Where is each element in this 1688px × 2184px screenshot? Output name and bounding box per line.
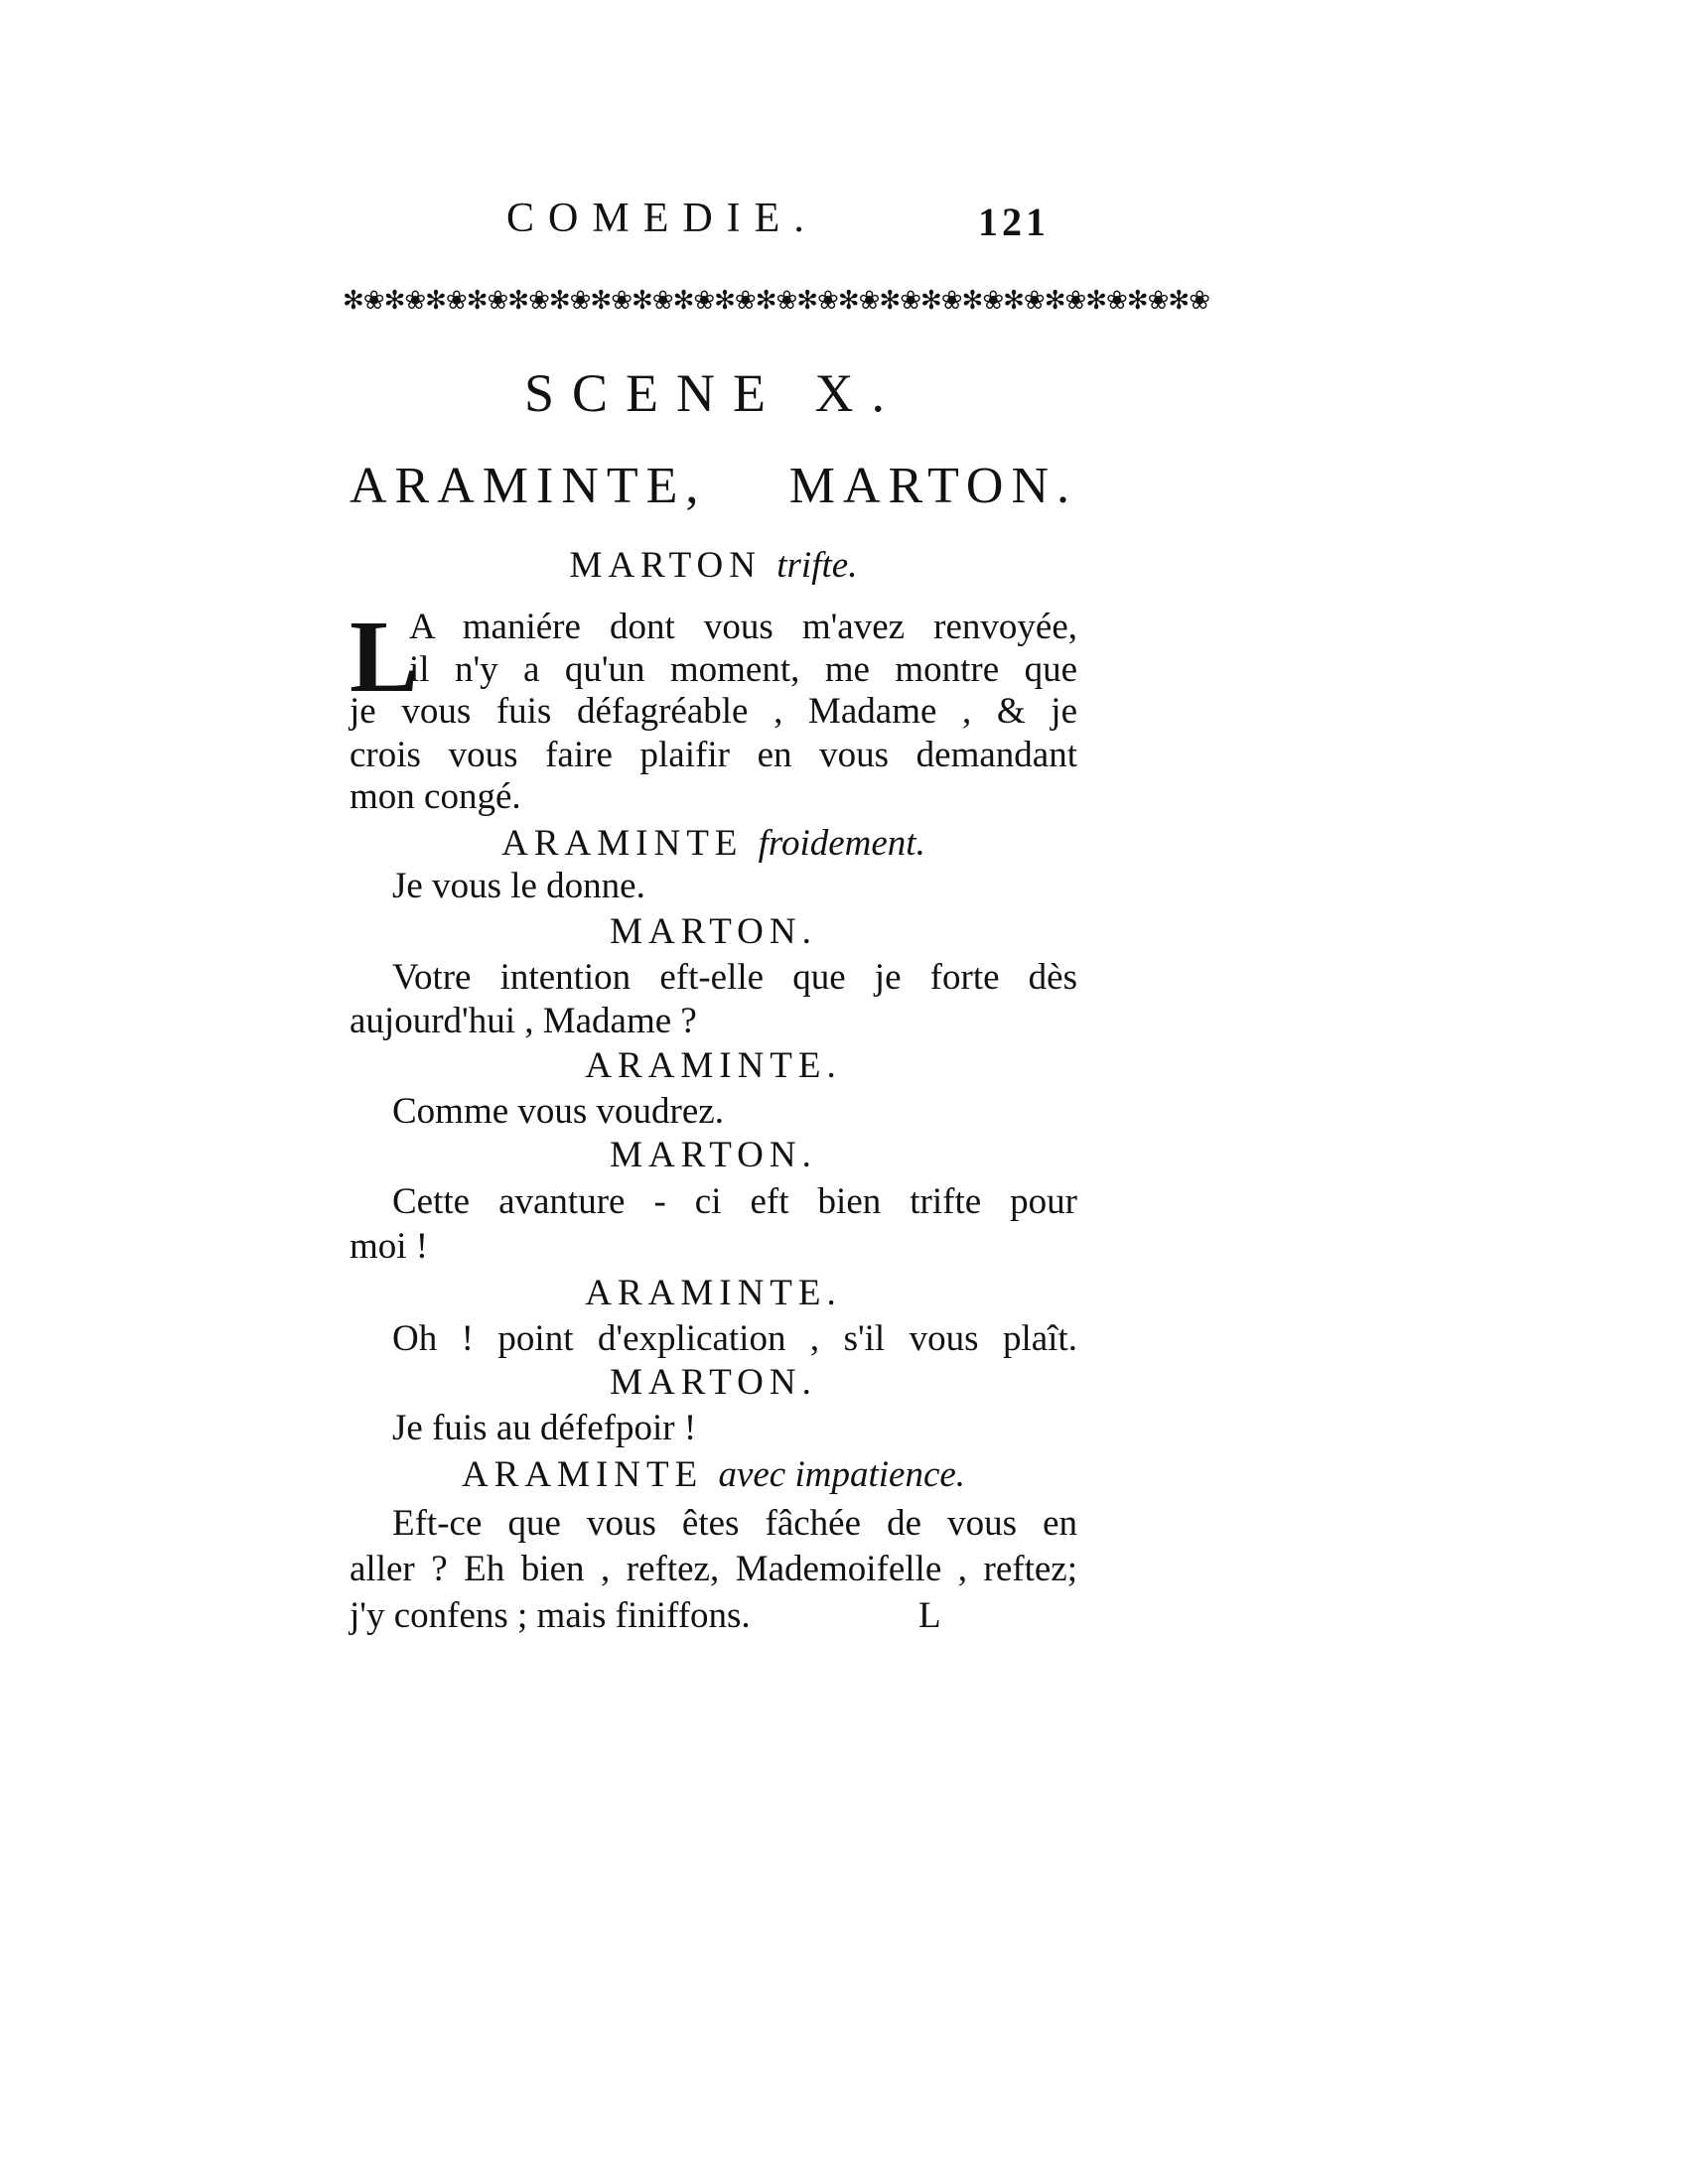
- text-line: Eft-ce que vous êtes fâchée de vous en: [392, 1503, 1077, 1544]
- text-line: A maniére dont vous m'avez renvoyée,: [409, 607, 1077, 647]
- running-title: COMEDIE.: [506, 196, 818, 241]
- drop-cap: L: [350, 600, 419, 714]
- speaker-name: MARTON: [569, 545, 762, 586]
- speaker-heading: [350, 544, 1077, 588]
- speaker-heading: ARAMINTE.: [585, 1045, 842, 1086]
- characters-heading: ARAMINTE, MARTON.: [350, 458, 1077, 514]
- text-line: Votre intention eft-elle que je forte dès: [392, 957, 1077, 998]
- speaker-name: ARAMINTE: [501, 823, 744, 864]
- speaker-heading: MARTON.: [610, 911, 817, 952]
- speaker-heading: ARAMINTE.: [585, 1273, 842, 1313]
- text-line: aller ? Eh bien , reftez, Mademoifelle , reftez;: [350, 1549, 1077, 1589]
- stage-direction: trifte.: [776, 545, 858, 586]
- text-line: je vous fuis défagréable , Madame , & je: [350, 691, 1077, 732]
- speaker-heading: [350, 822, 1077, 866]
- text-line: Je vous le donne.: [392, 866, 645, 906]
- text-line: Je fuis au défefpoir !: [392, 1408, 697, 1448]
- text-line: moi !: [350, 1226, 429, 1267]
- page-number: 121: [978, 200, 1050, 244]
- text-line: Cette avanture - ci eft bien trifte pour: [392, 1181, 1077, 1222]
- speaker-heading: [350, 1453, 1077, 1497]
- speaker-heading: MARTON.: [610, 1135, 817, 1175]
- stage-direction: avec impatience.: [718, 1454, 966, 1495]
- text-line: Oh ! point d'explication , s'il vous plaît.: [392, 1318, 1077, 1359]
- text-line: aujourd'hui , Madame ?: [350, 1001, 697, 1041]
- signature-mark: L: [918, 1595, 941, 1636]
- ornament-band: ✻❀✻❀✻❀✻❀✻❀✻❀✻❀✻❀✻❀✻❀✻❀✻❀✻❀✻❀✻❀✻❀✻❀✻❀✻❀✻❀✻❀: [343, 286, 1209, 315]
- text-line: Comme vous voudrez.: [392, 1091, 724, 1132]
- stage-direction: froidement.: [758, 823, 925, 864]
- text-line: j'y confens ; mais finiffons.: [350, 1595, 751, 1636]
- text-line: il n'y a qu'un moment, me montre que: [409, 649, 1077, 690]
- text-line: mon congé.: [350, 776, 521, 817]
- text-line: crois vous faire plaifir en vous demandant: [350, 735, 1077, 775]
- speaker-heading: MARTON.: [610, 1362, 817, 1403]
- speaker-name: ARAMINTE: [461, 1454, 704, 1495]
- scene-title: SCENE X.: [523, 363, 903, 423]
